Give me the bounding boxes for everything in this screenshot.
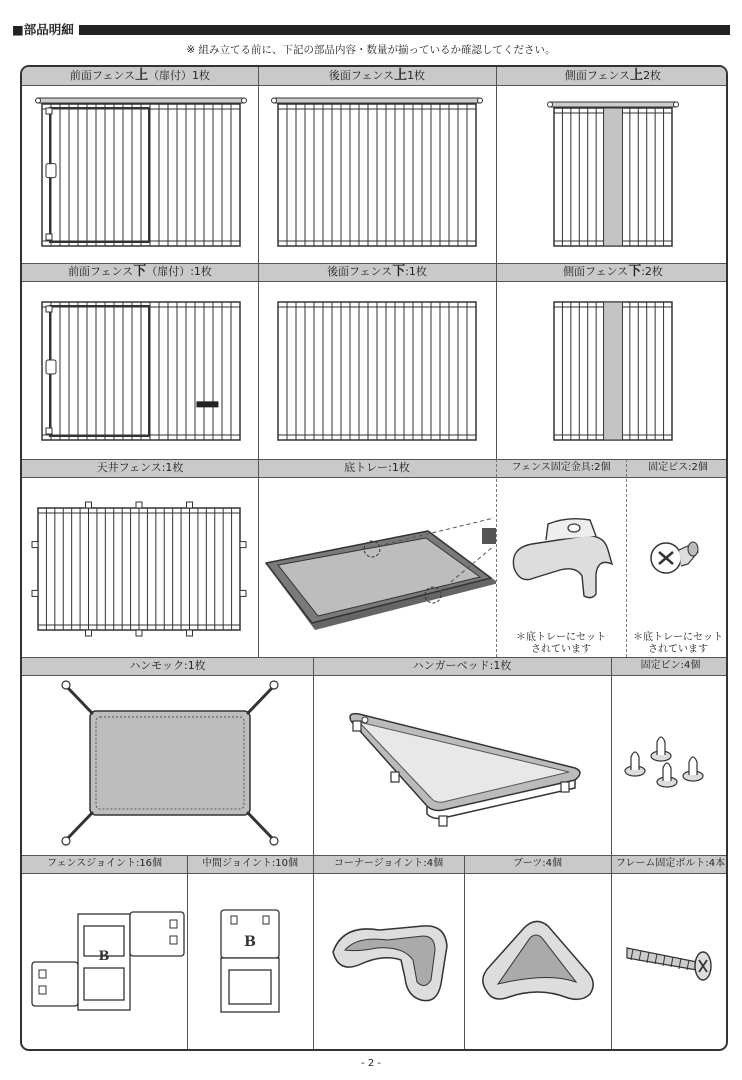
cell-boots [464,855,611,1049]
page-number: - 2 - [361,1058,381,1069]
caption-bottom-tray: 底トレー:1枚 [258,459,496,478]
svg-text:B: B [244,934,256,950]
section-header [12,22,730,38]
caption-back-fence-upper: 後面フェンス上1枚 [258,67,496,86]
fence-bracket-drawing [496,478,626,618]
caption-hanger-bed: ハンガーベッド:1枚 [313,657,611,676]
check-note: ※ 組み立てる前に、下記の部品内容・数量が揃っているか確認してください。 [186,44,556,56]
middle-joint-drawing [187,874,313,1049]
caption-fence-joint: フェンスジョイント:16個 [22,855,187,874]
fence-bracket-note: ＊底トレーにセット されています [516,632,606,655]
cell-fixing-pin [611,657,728,855]
hammock-drawing [22,676,313,855]
back-fence-lower-drawing [258,282,496,459]
cell-middle-joint [187,855,313,1049]
fixing-screw-drawing [626,478,728,618]
cell-side-fence-upper [496,67,728,263]
caption-boots: ブーツ:4個 [464,855,611,874]
caption-frame-bolt: フレーム固定ボルト:4本 [611,855,728,874]
caption-fixing-screw: 固定ビス:2個 [626,459,728,478]
cell-bottom-tray [258,459,496,657]
cell-front-fence-upper [22,67,258,263]
corner-joint-drawing [313,874,464,1049]
cell-front-fence-lower [22,263,258,459]
side-fence-upper-drawing [496,86,728,263]
cell-back-fence-lower [258,263,496,459]
cell-hammock [22,657,313,855]
section-title: ■部品明細 [12,22,79,38]
caption-front-fence-lower: 前面フェンス下（扉付）:1枚 [22,263,258,282]
cell-hanger-bed [313,657,611,855]
caption-middle-joint: 中間ジョイント:10個 [187,855,313,874]
ceiling-fence-drawing [22,478,258,657]
caption-front-fence-upper: 前面フェンス上（扉付）1枚 [22,67,258,86]
caption-fence-bracket: フェンス固定金具:2個 [496,459,626,478]
caption-corner-joint: コーナージョイント:4個 [313,855,464,874]
boots-drawing [464,874,611,1049]
caption-ceiling-fence: 天井フェンス:1枚 [22,459,258,478]
front-fence-lower-drawing [22,282,258,459]
cell-fixing-screw [626,459,728,657]
cell-ceiling-fence [22,459,258,657]
caption-back-fence-lower: 後面フェンス下:1枚 [258,263,496,282]
cell-frame-bolt [611,855,728,1049]
cell-back-fence-upper [258,67,496,263]
cell-side-fence-lower [496,263,728,459]
parts-table [20,65,728,1051]
header-bar [12,25,730,35]
caption-fixing-pin: 固定ピン:4個 [611,657,728,676]
cell-fence-bracket [496,459,626,657]
fixing-pins-drawing [611,676,728,855]
fixing-screw-note: ＊底トレーにセット されています [633,632,723,655]
frame-bolt-drawing [611,874,728,1049]
svg-text:B: B [98,949,110,964]
caption-hammock: ハンモック:1枚 [22,657,313,676]
hanger-bed-drawing [313,676,611,855]
front-fence-upper-drawing [22,86,258,263]
caption-side-fence-lower: 側面フェンス下:2枚 [496,263,728,282]
back-fence-upper-drawing [258,86,496,263]
fence-joint-drawing [22,874,187,1049]
caption-side-fence-upper: 側面フェンス上2枚 [496,67,728,86]
cell-fence-joint [22,855,187,1049]
cell-corner-joint [313,855,464,1049]
bottom-tray-drawing [258,478,496,657]
side-fence-lower-drawing [496,282,728,459]
